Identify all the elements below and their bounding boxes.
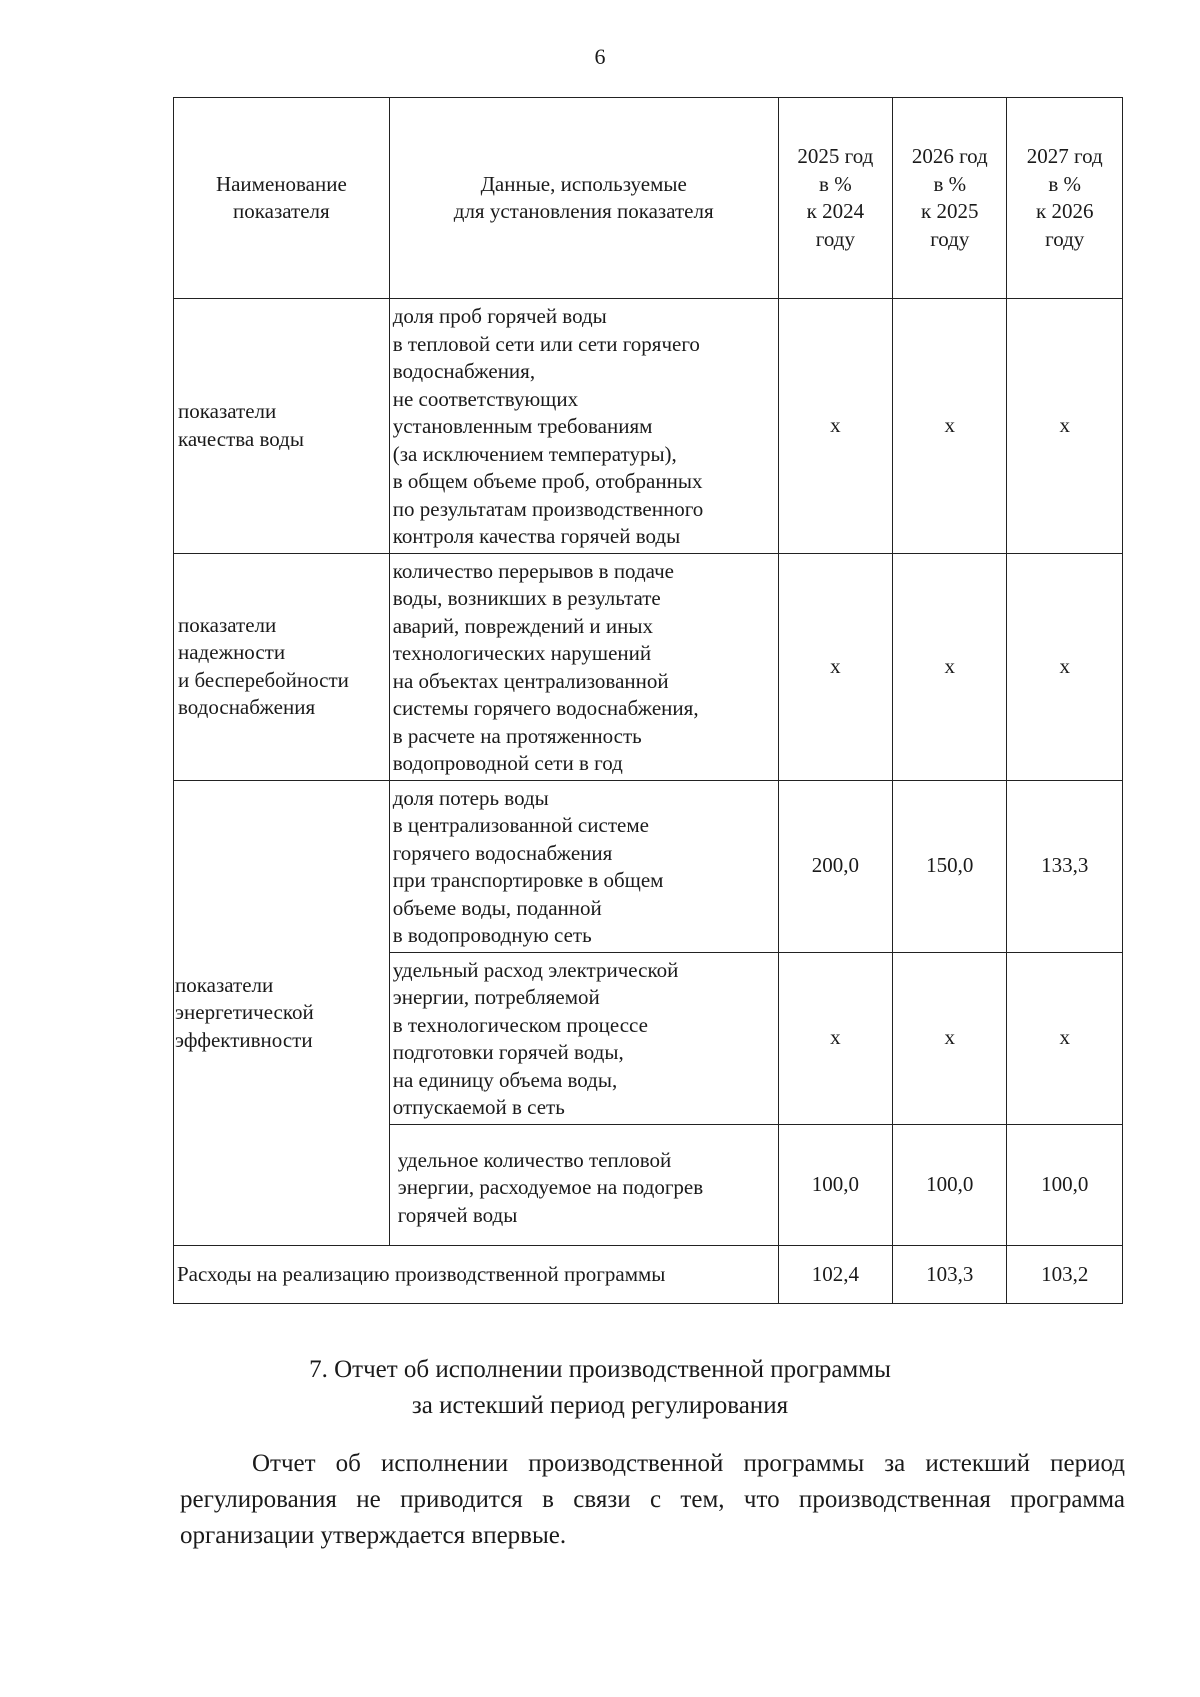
indicators-table-wrapper bbox=[173, 97, 1123, 1304]
value-2027: х bbox=[1007, 952, 1123, 1124]
value-2026: х bbox=[893, 553, 1007, 780]
value-2026: 150,0 bbox=[893, 780, 1007, 952]
section-title: 7. Отчет об исполнении производственной программы за истекший период регулирования bbox=[309, 1356, 891, 1419]
table-row-expenses bbox=[174, 1246, 1123, 1304]
value-2026: х bbox=[893, 952, 1007, 1124]
value-2027: х bbox=[1007, 299, 1123, 554]
value-2027: 133,3 bbox=[1007, 780, 1123, 952]
data-water-losses: доля потерь воды в централизованной системе горячего водоснабжения при транспортировке в общем объеме воды, поданной в водопроводную сеть bbox=[389, 780, 778, 952]
indicator-water-quality: показатели качества воды bbox=[174, 299, 390, 554]
value-2025: х bbox=[778, 952, 892, 1124]
value-2025: 200,0 bbox=[778, 780, 892, 952]
page-number: 6 bbox=[594, 44, 606, 69]
indicator-reliability: показатели надежности и бесперебойности водоснабжения bbox=[174, 553, 390, 780]
value-2026: х bbox=[893, 299, 1007, 554]
value-2026: 100,0 bbox=[893, 1124, 1007, 1246]
data-electricity: удельный расход электрической энергии, потребляемой в технологическом процессе подготовки горячей воды, на единицу объема воды, отпускаемой в сеть bbox=[389, 952, 778, 1124]
value-2025: 102,4 bbox=[778, 1246, 892, 1304]
value-2027: 100,0 bbox=[1007, 1124, 1123, 1246]
header-2026: 2026 год в % к 2025 году bbox=[893, 98, 1007, 299]
header-2025: 2025 год в % к 2024 году bbox=[778, 98, 892, 299]
table-row-water-quality bbox=[174, 299, 1123, 554]
table-header-row bbox=[174, 98, 1123, 299]
data-water-quality: доля проб горячей воды в тепловой сети или сети горячего водоснабжения, не соответствующих установленным требованиям (за исключением температуры), в общем объеме проб, отобранных по результатам производственного контроля качества горячей воды bbox=[389, 299, 778, 554]
data-reliability: количество перерывов в подаче воды, возникших в результате аварий, повреждений и иных технологических нарушений на объектах централизованной системы горячего водоснабжения, в расчете на протяженность водопроводной сети в год bbox=[389, 553, 778, 780]
paragraph-text: Отчет об исполнении производственной программы за истекший период регулирования не приводится в связи с тем, что производственная программа организации утверждается впервые. bbox=[180, 1450, 1125, 1549]
table-row-water-losses bbox=[174, 780, 1123, 952]
value-2027: 103,2 bbox=[1007, 1246, 1123, 1304]
header-indicator-name: Наименование показателя bbox=[174, 98, 390, 299]
value-2025: 100,0 bbox=[778, 1124, 892, 1246]
data-heat-energy: удельное количество тепловой энергии, расходуемое на подогрев горячей воды bbox=[389, 1124, 778, 1246]
header-2027: 2027 год в % к 2026 году bbox=[1007, 98, 1123, 299]
value-2026: 103,3 bbox=[893, 1246, 1007, 1304]
header-data-used: Данные, используемые для установления показателя bbox=[389, 98, 778, 299]
value-2025: х bbox=[778, 553, 892, 780]
table-row-reliability bbox=[174, 553, 1123, 780]
section-paragraph bbox=[180, 1446, 1125, 1554]
value-2027: х bbox=[1007, 553, 1123, 780]
indicators-table bbox=[173, 97, 1123, 1304]
indicator-energy-efficiency: показатели энергетической эффективности bbox=[174, 780, 390, 1246]
value-2025: х bbox=[778, 299, 892, 554]
expenses-label: Расходы на реализацию производственной программы bbox=[174, 1246, 779, 1304]
